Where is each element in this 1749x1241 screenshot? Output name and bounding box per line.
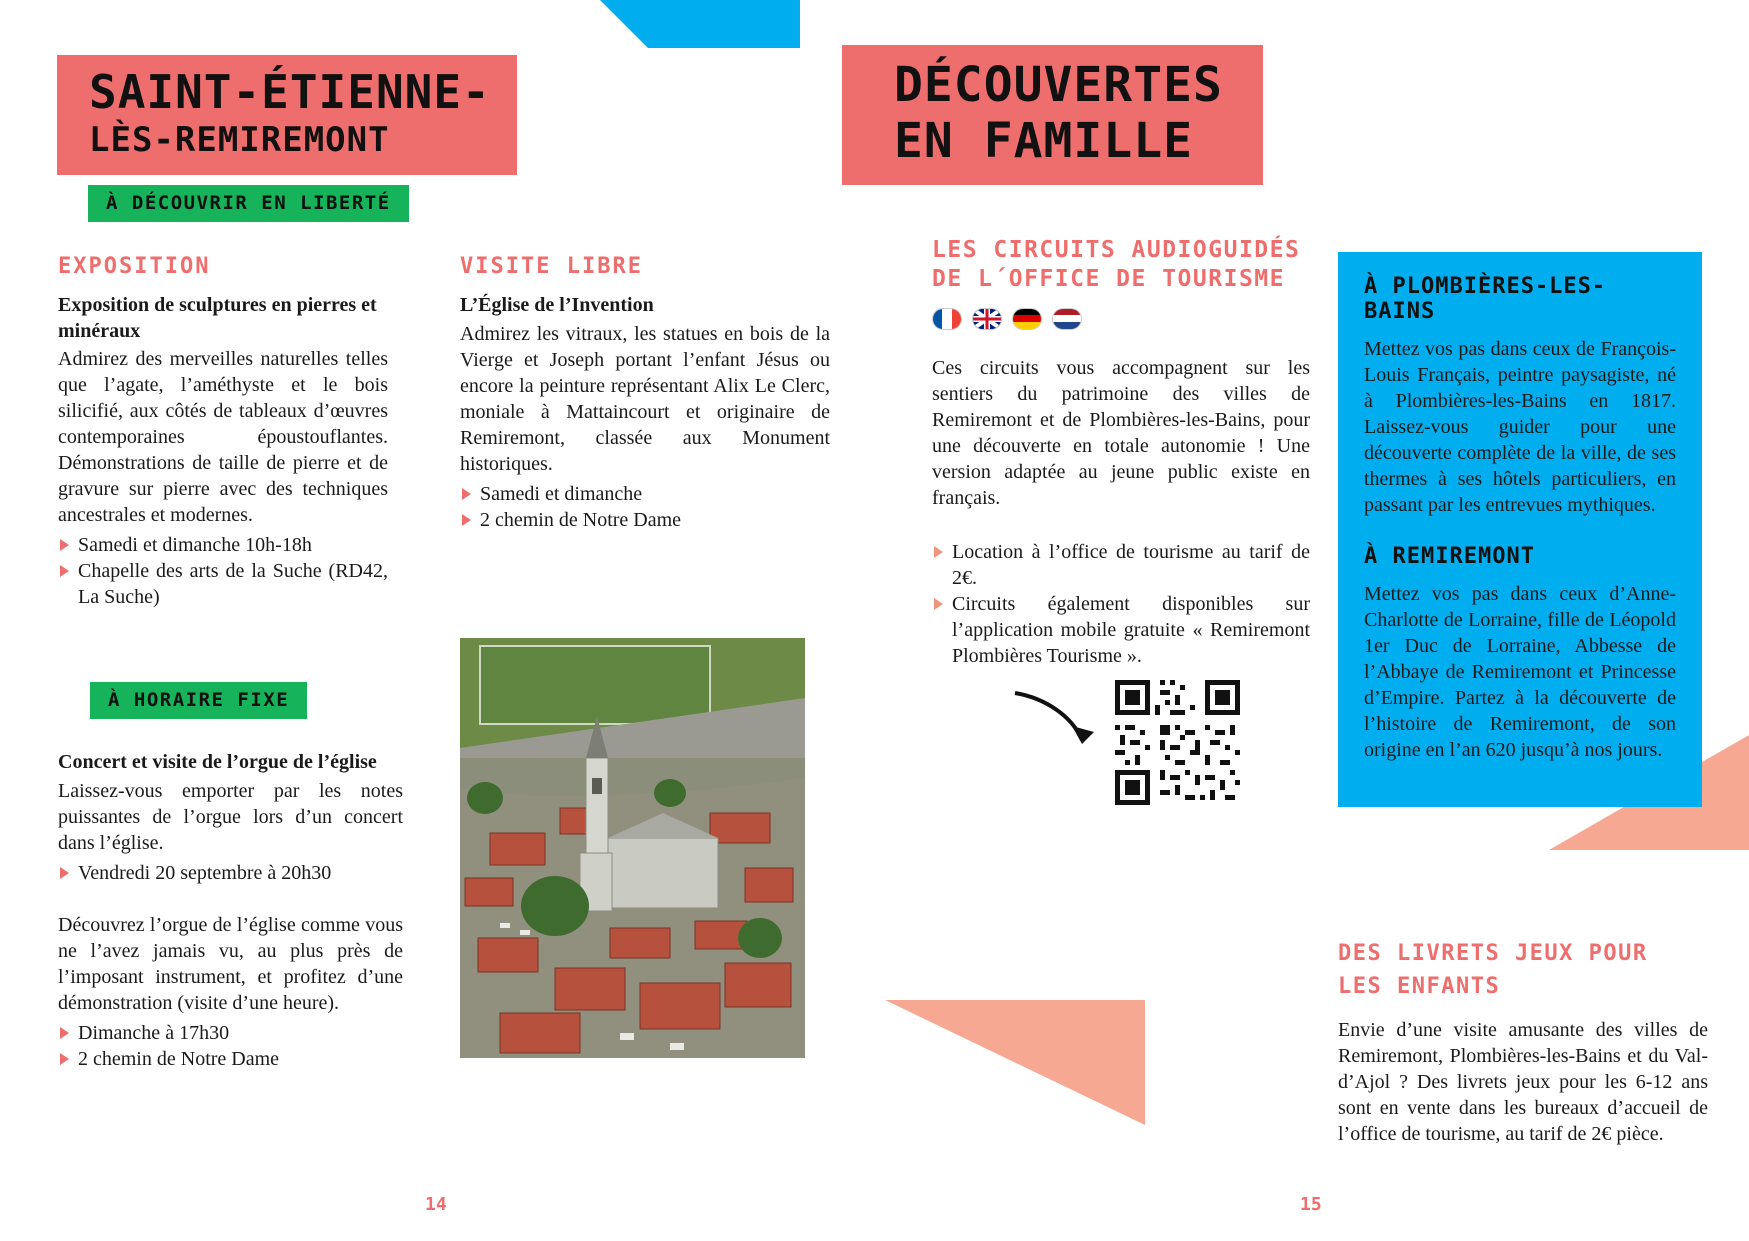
blue-box-title-1: À PLOMBIÈRES-LES-BAINS <box>1364 274 1607 324</box>
title-line-1: DÉCOUVERTES <box>894 57 1223 113</box>
right-page-title-banner <box>842 45 1263 185</box>
title-line-2: EN FAMILLE <box>894 113 1193 169</box>
list-item: Chapelle des arts de la Suche (RD42, La Suche) <box>58 558 388 610</box>
visite-libre-body: Admirez les vitraux, les statues en bois de la Vierge et Joseph portant l’enfant Jésus ou encore la peinture représentant Alix Le Clerc, moniale à Mattaincourt et originaire de Remiremont, classée aux Monument historiques. <box>460 322 830 475</box>
concert-lead: Concert et visite de l’orgue de l’église <box>58 751 377 773</box>
curved-arrow-icon <box>1010 688 1105 758</box>
concert-body-2: Découvrez l’orgue de l’église comme vous ne l’avez jamais vu, au plus près de l’imposant instrument, et profitez d’une démonstration (visite d’une heure). <box>58 913 403 1014</box>
concert-bullets-2 <box>58 1020 403 1072</box>
exposition-lead: Exposition de sculptures en pierres et minéraux <box>58 294 377 342</box>
list-item: Location à l’office de tourisme au tarif de 2€. <box>932 539 1310 591</box>
exposition-section <box>58 254 388 610</box>
uk-flag <box>972 308 1002 330</box>
visite-libre-section <box>460 254 830 533</box>
badge-a-decouvrir-en-liberte: À DÉCOUVRIR EN LIBERTÉ <box>88 185 409 222</box>
circuits-heading-line-1: LES CIRCUITS AUDIOGUIDÉS <box>932 237 1301 263</box>
list-item: Vendredi 20 septembre à 20h30 <box>58 860 403 886</box>
exposition-body: Admirez des merveilles naturelles telles que l’agate, l’améthyste et le bois silicifié, aux côtés de tableaux d’œuvres contemporaines époustouflantes. Démonstrations de taille de pierre et de gravure sur pierre avec des techniques ancestrales et modernes. <box>58 348 388 527</box>
kids-body: Envie d’une visite amusante des villes de Remiremont, Plombières-les-Bains et du Val-d’Ajol ? Des livrets jeux pour les 6-12 ans sont en vente dans les bureaux d’accueil de l’office de tourisme, au tarif de 2€ pièce. <box>1338 1019 1708 1146</box>
kids-title-line-1: DES LIVRETS JEUX POUR <box>1338 941 1648 966</box>
kids-title-line-2: LES ENFANTS <box>1338 973 1501 999</box>
badge-a-horaire-fixe: À HORAIRE FIXE <box>90 682 307 719</box>
germany-flag <box>1012 308 1042 330</box>
list-item: Circuits également disponibles sur l’application mobile gratuite « Remiremont Plombières Tourisme ». <box>932 591 1310 669</box>
right-page <box>875 0 1749 1241</box>
left-page-title-banner <box>57 55 517 175</box>
france-flag <box>932 308 962 330</box>
exposition-bullets <box>58 532 388 610</box>
circuits-body-block <box>932 355 1310 511</box>
list-item: Samedi et dimanche <box>460 481 830 507</box>
concert-body: Laissez-vous emporter par les notes puissantes de l’orgue lors d’un concert dans l’église. <box>58 779 403 854</box>
language-flags <box>932 308 1302 330</box>
blue-box-text-2: Mettez vos pas dans ceux d’Anne-Charlotte de Lorraine, fille de Léopold 1er Duc de Lorraine, Abbesse de l’Abbaye de Remiremont et Princesse d’Empire. Partez à la découverte de l’histoire de Remiremont, de son origine en l’an 620 jusqu’à nos jours. <box>1364 583 1676 761</box>
visite-libre-bullets <box>460 481 830 533</box>
blue-box-title-2: À REMIREMONT <box>1364 544 1535 569</box>
circuits-bullets-block <box>932 535 1310 669</box>
list-item: Samedi et dimanche 10h-18h <box>58 532 388 558</box>
list-item: 2 chemin de Notre Dame <box>460 507 830 533</box>
blue-info-box <box>1338 252 1702 807</box>
circuits-bullets <box>932 539 1310 669</box>
blue-box-text-1: Mettez vos pas dans ceux de François-Louis Français, peintre paysagiste, né à Plombières-les-Bains en 1817. Laissez-vous guider pour une découverte complète de la ville, de ses thermes à ses hôtels particuliers, en passant par les entrevues mythiques. <box>1364 338 1676 516</box>
visite-libre-heading: VISITE LIBRE <box>460 254 643 279</box>
folio-left: 14 <box>425 1194 447 1215</box>
village-aerial-photo <box>460 638 805 1058</box>
netherlands-flag <box>1052 308 1082 330</box>
list-item: Dimanche à 17h30 <box>58 1020 403 1046</box>
visite-libre-lead: L’Église de l’Invention <box>460 294 654 316</box>
circuits-heading <box>932 236 1302 330</box>
exposition-heading: EXPOSITION <box>58 254 211 279</box>
qr-block <box>1010 680 1240 810</box>
kids-section <box>1338 940 1708 1147</box>
folio-right: 15 <box>1300 1194 1322 1215</box>
list-item: 2 chemin de Notre Dame <box>58 1046 403 1072</box>
circuits-heading-line-2: DE L´OFFICE DE TOURISME <box>932 265 1285 292</box>
qr-code[interactable] <box>1115 680 1240 805</box>
title-line-1: SAINT-ÉTIENNE- <box>89 65 491 119</box>
title-line-2: LÈS-REMIREMONT <box>89 120 390 160</box>
circuits-body: Ces circuits vous accompagnent sur les sentiers du patrimoine des villes de Remiremont et de Plombières-les-Bains, pour une découverte en totale autonomie ! Une version adaptée au jeune public existe en français. <box>932 357 1310 509</box>
concert-bullets <box>58 860 403 886</box>
concert-section <box>58 750 403 1072</box>
